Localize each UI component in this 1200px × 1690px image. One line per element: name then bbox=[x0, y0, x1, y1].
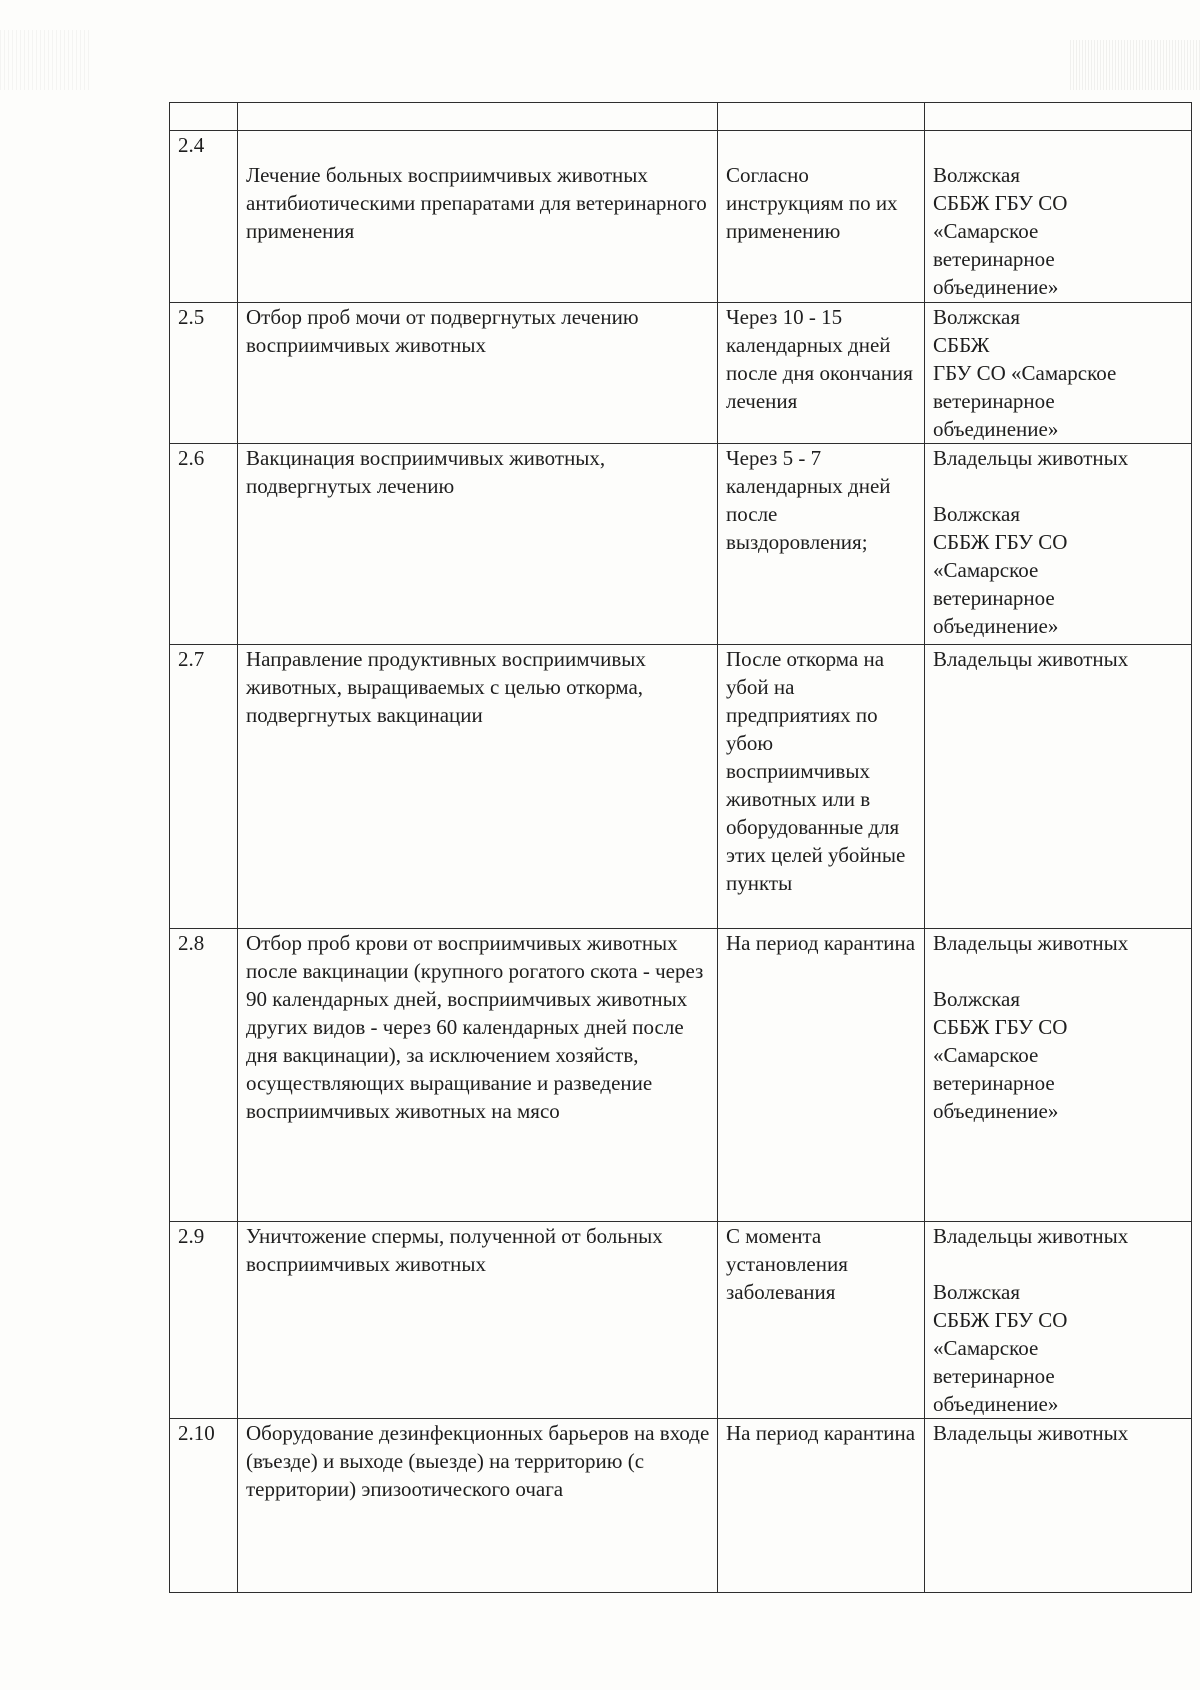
term-cell: С момента установления заболевания bbox=[718, 1222, 925, 1419]
table-row bbox=[170, 929, 1192, 1222]
row-number: 2.5 bbox=[170, 303, 238, 444]
responsible-cell: Владельцы животных bbox=[925, 1419, 1192, 1593]
measures-table bbox=[169, 102, 1192, 1593]
action-cell: Вакцинация восприимчивых животных, подвергнутых лечению bbox=[238, 444, 718, 645]
scan-noise-right bbox=[1070, 40, 1200, 90]
table-row bbox=[170, 444, 1192, 645]
row-number: 2.8 bbox=[170, 929, 238, 1222]
action-cell: Лечение больных восприимчивых животных антибиотическими препаратами для ветеринарного применения bbox=[238, 131, 718, 303]
action-cell: Отбор проб крови от восприимчивых животных после вакцинации (крупного рогатого скота - через 90 календарных дней, восприимчивых животных других видов - через 60 календарных дней после дня вакцинации), за исключением хозяйств, осуществляющих выращивание и разведение восприимчивых животных на мясо bbox=[238, 929, 718, 1222]
term-cell: Через 5 - 7 календарных дней после выздоровления; bbox=[718, 444, 925, 645]
table-row bbox=[170, 303, 1192, 444]
responsible-cell: Волжская СББЖ ГБУ СО «Самарское ветеринарное объединение» bbox=[925, 303, 1192, 444]
action-cell: Направление продуктивных восприимчивых животных, выращиваемых с целью откорма, подвергнутых вакцинации bbox=[238, 645, 718, 929]
header-cell-term bbox=[718, 103, 925, 131]
header-cell-action bbox=[238, 103, 718, 131]
responsible-cell: Владельцы животных bbox=[925, 645, 1192, 929]
row-number: 2.9 bbox=[170, 1222, 238, 1419]
row-number: 2.4 bbox=[170, 131, 238, 303]
table-row bbox=[170, 1419, 1192, 1593]
responsible-cell: Владельцы животных Волжская СББЖ ГБУ СО «Самарское ветеринарное объединение» bbox=[925, 444, 1192, 645]
action-cell: Уничтожение спермы, полученной от больных восприимчивых животных bbox=[238, 1222, 718, 1419]
header-cell-number bbox=[170, 103, 238, 131]
table-header-row bbox=[170, 103, 1192, 131]
row-number: 2.6 bbox=[170, 444, 238, 645]
term-cell: Согласно инструкциям по их применению bbox=[718, 131, 925, 303]
action-cell: Отбор проб мочи от подвергнутых лечению восприимчивых животных bbox=[238, 303, 718, 444]
term-cell: На период карантина bbox=[718, 1419, 925, 1593]
responsible-cell: Владельцы животных Волжская СББЖ ГБУ СО «Самарское ветеринарное объединение» bbox=[925, 1222, 1192, 1419]
action-cell: Оборудование дезинфекционных барьеров на входе (въезде) и выходе (выезде) на территорию (с территории) эпизоотического очага bbox=[238, 1419, 718, 1593]
scan-noise-left bbox=[0, 30, 90, 90]
header-cell-responsible bbox=[925, 103, 1192, 131]
responsible-cell: Волжская СББЖ ГБУ СО «Самарское ветеринарное объединение» bbox=[925, 131, 1192, 303]
table-row bbox=[170, 1222, 1192, 1419]
responsible-cell: Владельцы животных Волжская СББЖ ГБУ СО «Самарское ветеринарное объединение» bbox=[925, 929, 1192, 1222]
table-row bbox=[170, 131, 1192, 303]
term-cell: На период карантина bbox=[718, 929, 925, 1222]
row-number: 2.7 bbox=[170, 645, 238, 929]
row-number: 2.10 bbox=[170, 1419, 238, 1593]
term-cell: Через 10 - 15 календарных дней после дня окончания лечения bbox=[718, 303, 925, 444]
term-cell: После откорма на убой на предприятиях по убою восприимчивых животных или в оборудованные для этих целей убойные пункты bbox=[718, 645, 925, 929]
table-row bbox=[170, 645, 1192, 929]
